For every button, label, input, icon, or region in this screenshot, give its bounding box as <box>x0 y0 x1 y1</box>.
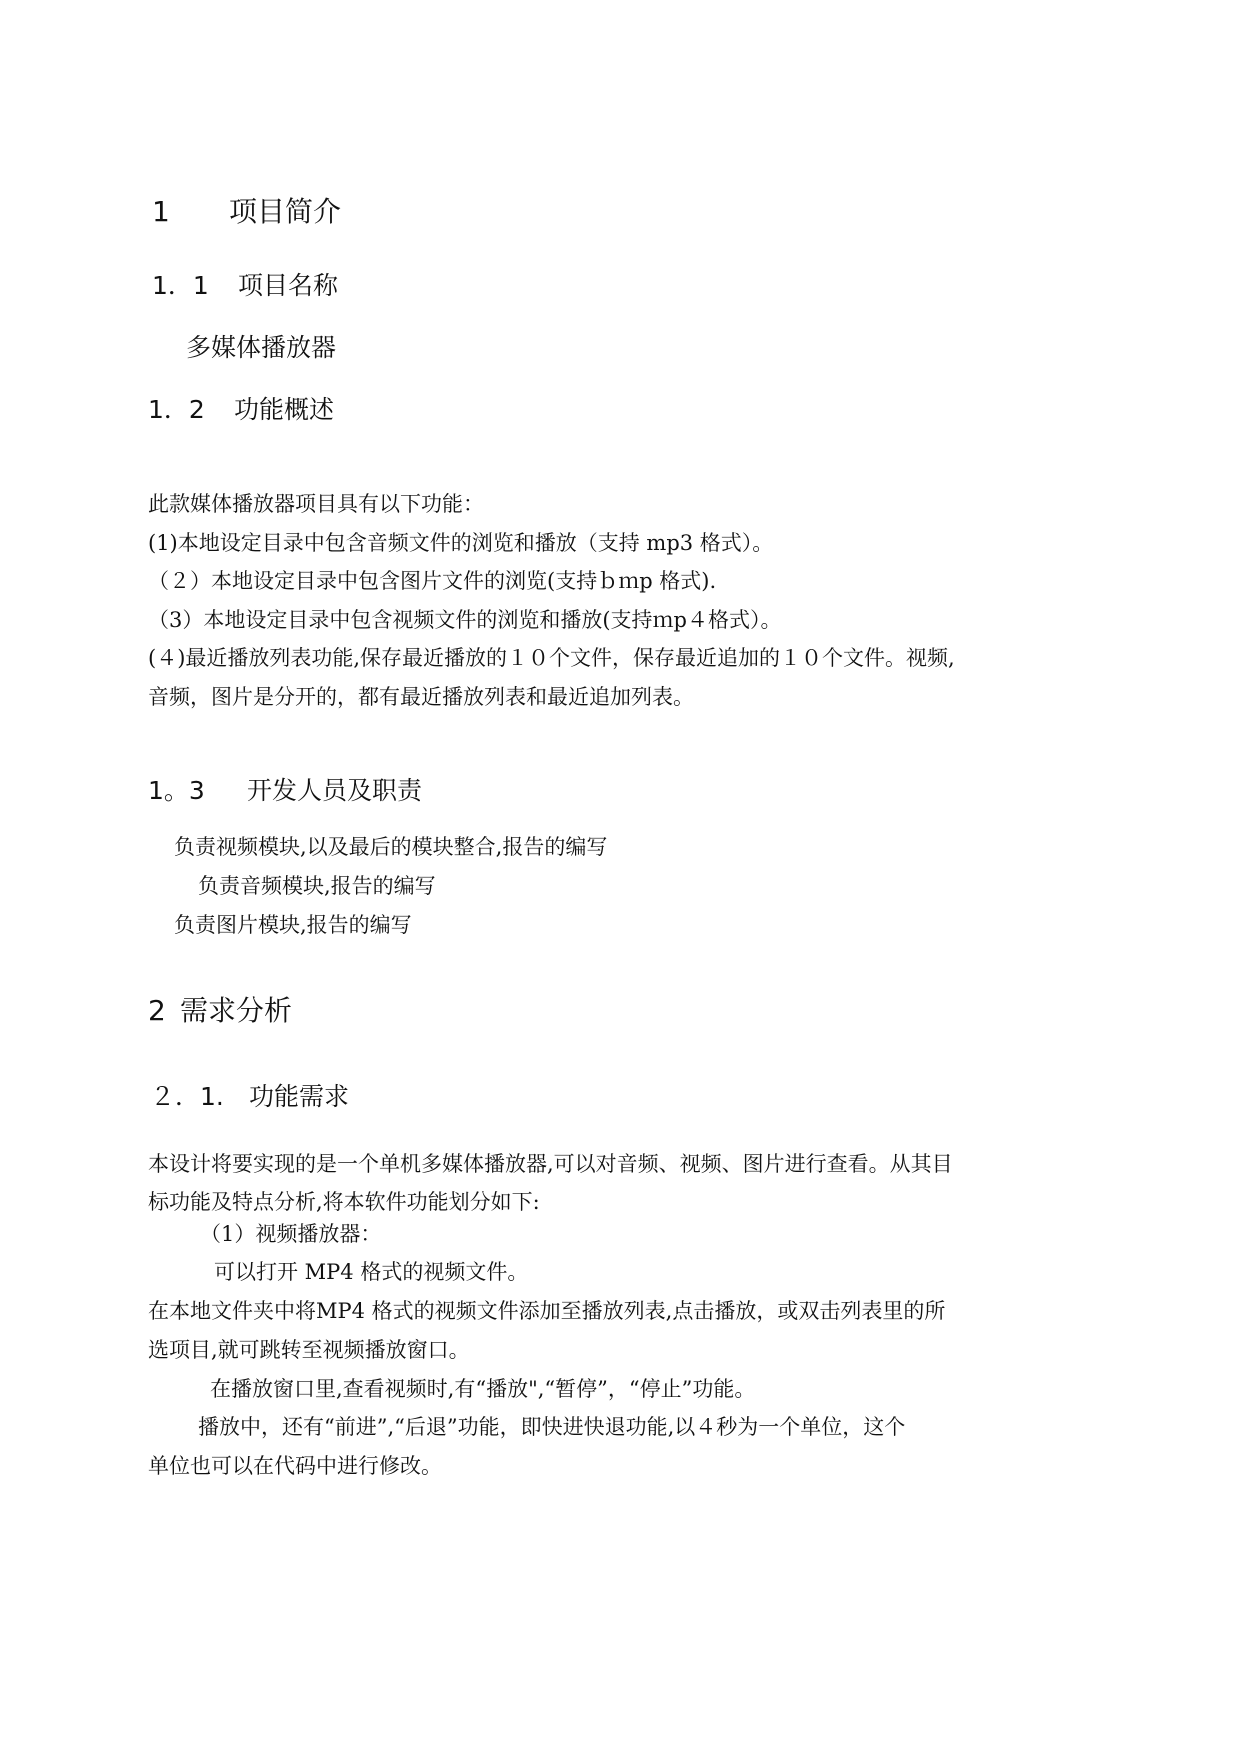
feature-intro: 此款媒体播放器项目具有以下功能： <box>148 492 484 516</box>
subsection-1-1-title: 项目名称 <box>238 271 339 300</box>
video-seek-para-cont: 单位也可以在代码中进行修改。 <box>148 1454 442 1478</box>
subsection-1-2-title: 功能概述 <box>234 395 335 424</box>
subsection-1-2-number: 1．2 <box>148 395 205 424</box>
subsection-1-3-number: 1。3 <box>148 776 205 805</box>
role-audio: 负责音频模块,报告的编写 <box>198 874 436 898</box>
role-image: 负责图片模块,报告的编写 <box>174 913 412 937</box>
subsection-1-2-heading <box>148 390 334 426</box>
section-2-title: 需求分析 <box>180 994 293 1027</box>
feature-item-4: (４)最近播放列表功能,保存最近播放的１０个文件，保存最近追加的１０个文件。视频, <box>148 646 955 670</box>
subsection-1-3-title: 开发人员及职责 <box>247 776 423 805</box>
project-name: 多媒体播放器 <box>186 333 337 362</box>
section-2-heading <box>148 989 292 1029</box>
video-playlist-para: 在本地文件夹中将MP4 格式的视频文件添加至播放列表,点击播放，或双击列表里的所 <box>148 1299 946 1323</box>
video-controls-para: 在播放窗口里,查看视频时,有“播放",“暂停”，“停止”功能。 <box>210 1377 756 1401</box>
feature-item-1: (1)本地设定目录中包含音频文件的浏览和播放（支持 mp3 格式）。 <box>148 531 774 555</box>
feature-item-4-cont: 音频，图片是分开的，都有最近播放列表和最近追加列表。 <box>148 685 694 709</box>
subsection-1-1-heading <box>152 266 338 302</box>
feature-item-2: （２）本地设定目录中包含图片文件的浏览(支持ｂｍp 格式). <box>148 569 717 593</box>
subsection-2-1-heading <box>150 1077 349 1113</box>
section-1-title: 项目简介 <box>229 195 342 228</box>
video-playlist-para-cont: 选项目,就可跳转至视频播放窗口。 <box>148 1338 470 1362</box>
requirement-para-1-cont: 标功能及特点分析,将本软件功能划分如下: <box>148 1190 540 1214</box>
video-player-label: （1）视频播放器： <box>200 1222 382 1246</box>
video-open-mp4: 可以打开 MP4 格式的视频文件。 <box>214 1260 529 1284</box>
video-seek-para: 播放中，还有“前进”,“后退”功能，即快进快退功能,以４秒为一个单位，这个 <box>198 1415 906 1439</box>
subsection-1-3-heading <box>148 771 422 807</box>
subsection-2-1-number: ２．1. <box>150 1082 224 1111</box>
requirement-para-1: 本设计将要实现的是一个单机多媒体播放器,可以对音频、视频、图片进行查看。从其目 <box>148 1152 953 1176</box>
section-1-number: 1 <box>152 195 170 228</box>
subsection-2-1-title: 功能需求 <box>249 1082 350 1111</box>
feature-item-3: （3）本地设定目录中包含视频文件的浏览和播放(支持ｍp４格式）。 <box>148 608 782 632</box>
subsection-1-1-number: 1．1 <box>152 271 209 300</box>
role-video: 负责视频模块,以及最后的模块整合,报告的编写 <box>174 835 608 859</box>
section-1-heading <box>152 190 341 230</box>
section-2-number: 2 <box>148 994 166 1027</box>
